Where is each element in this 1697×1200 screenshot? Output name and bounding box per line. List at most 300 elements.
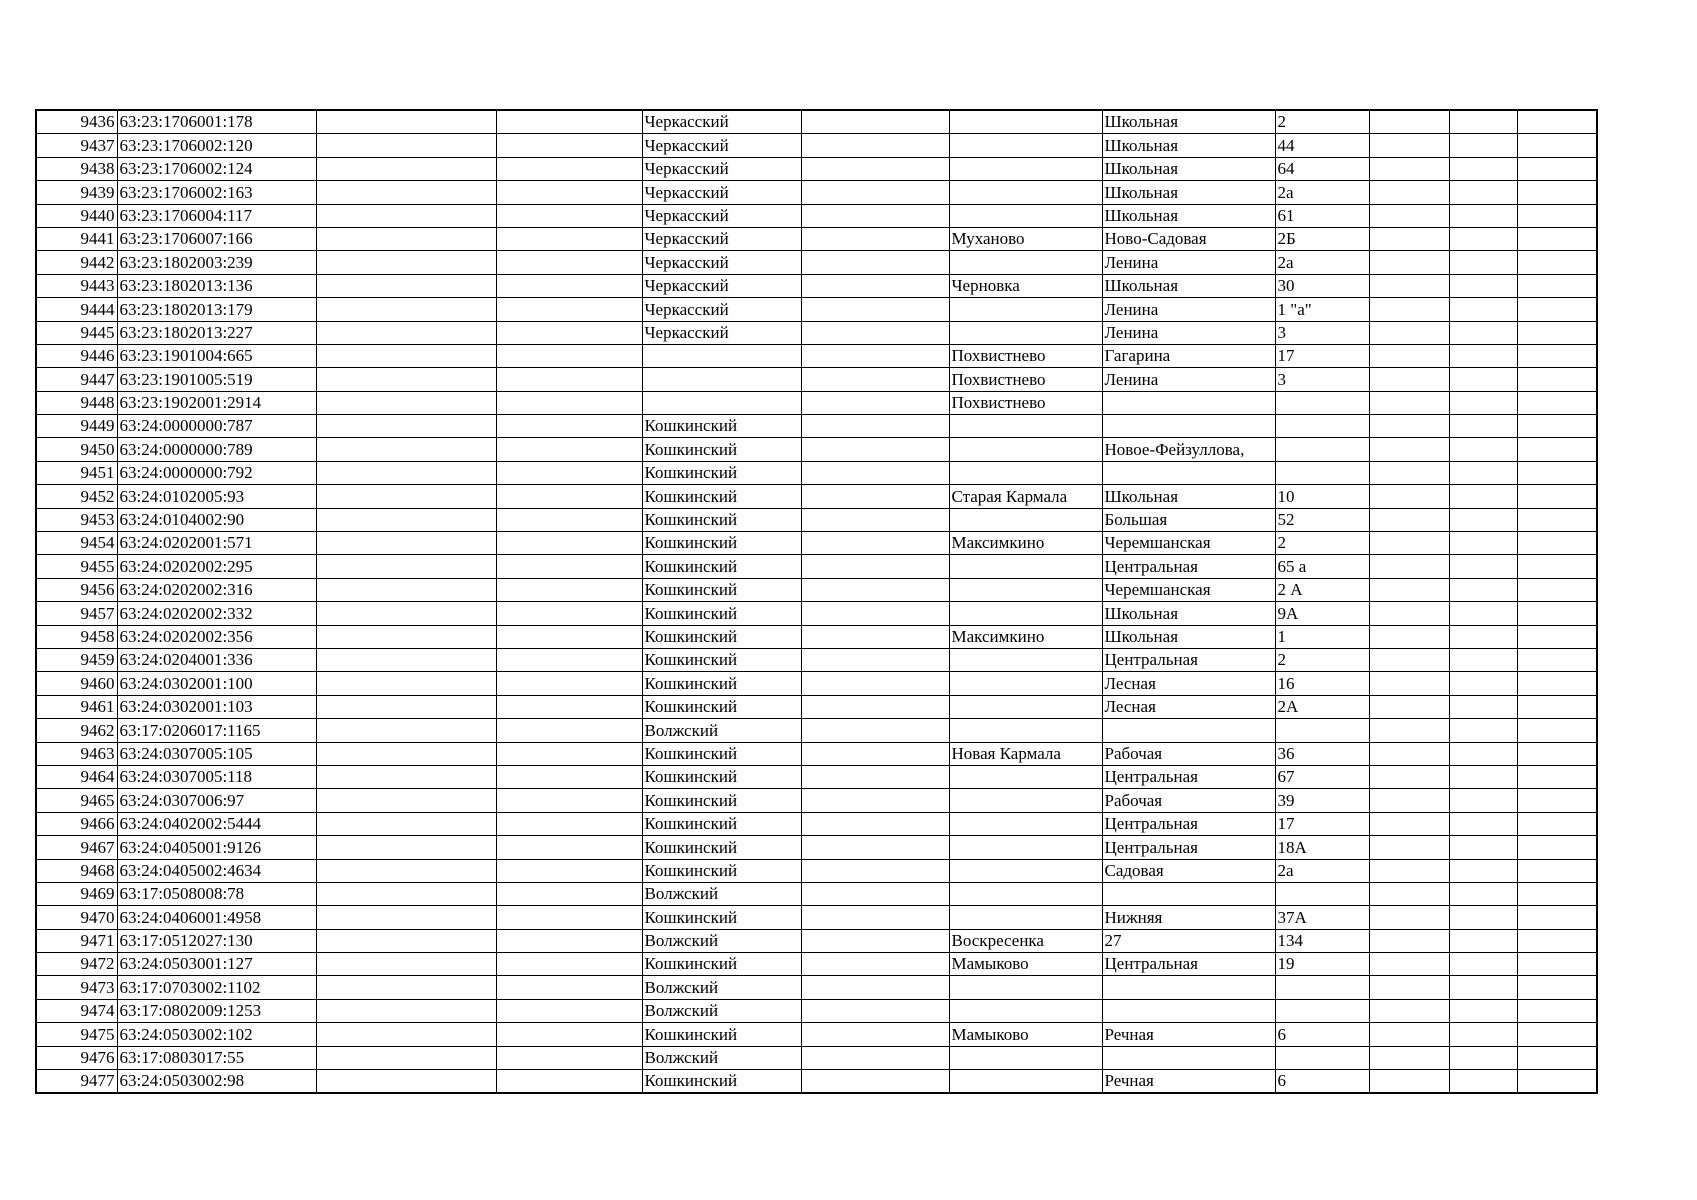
district-cell: Черкасский [642,251,801,274]
district-cell: Волжский [642,976,801,999]
blank-cell [801,251,949,274]
cadastral-number-cell: 63:24:0202001:571 [117,532,316,555]
row-number-cell: 9449 [36,415,117,438]
locality-cell [949,812,1102,835]
table-row [36,812,1597,835]
locality-cell [949,181,1102,204]
cadastral-number-cell: 63:24:0202002:295 [117,555,316,578]
street-cell: Лесная [1102,695,1275,718]
street-cell [1102,1046,1275,1069]
locality-cell [949,648,1102,671]
blank-cell [1517,157,1597,180]
row-number-cell: 9457 [36,602,117,625]
street-cell: 27 [1102,929,1275,952]
blank-cell [496,695,642,718]
blank-cell [1369,953,1449,976]
cadastral-number-cell: 63:23:1706002:163 [117,181,316,204]
district-cell: Черкасский [642,157,801,180]
blank-cell [801,976,949,999]
row-number-cell: 9465 [36,789,117,812]
cadastral-number-cell: 63:17:0803017:55 [117,1046,316,1069]
blank-cell [1517,999,1597,1022]
locality-cell [949,555,1102,578]
house-number-cell: 2 [1275,110,1369,134]
cadastral-number-cell: 63:24:0000000:789 [117,438,316,461]
house-number-cell: 18А [1275,836,1369,859]
table-row [36,882,1597,905]
blank-cell [1369,602,1449,625]
house-number-cell: 2 [1275,532,1369,555]
locality-cell: Мамыково [949,1023,1102,1046]
blank-cell [496,204,642,227]
row-number-cell: 9450 [36,438,117,461]
blank-cell [316,181,496,204]
blank-cell [316,321,496,344]
street-cell: Центральная [1102,812,1275,835]
blank-cell [1517,906,1597,929]
blank-cell [1369,251,1449,274]
blank-cell [1517,953,1597,976]
street-cell: Школьная [1102,181,1275,204]
blank-cell [1449,836,1517,859]
street-cell: Садовая [1102,859,1275,882]
blank-cell [316,368,496,391]
house-number-cell: 61 [1275,204,1369,227]
blank-cell [1449,461,1517,484]
blank-cell [1369,344,1449,367]
row-number-cell: 9476 [36,1046,117,1069]
table-row [36,344,1597,367]
district-cell: Черкасский [642,110,801,134]
blank-cell [1369,1023,1449,1046]
cadastral-number-cell: 63:24:0402002:5444 [117,812,316,835]
street-cell: Рабочая [1102,789,1275,812]
district-cell: Кошкинский [642,508,801,531]
street-cell: Ленина [1102,368,1275,391]
street-cell [1102,461,1275,484]
cadastral-number-cell: 63:17:0802009:1253 [117,999,316,1022]
row-number-cell: 9456 [36,578,117,601]
street-cell: Школьная [1102,602,1275,625]
blank-cell [801,110,949,134]
table-row [36,859,1597,882]
blank-cell [496,321,642,344]
blank-cell [1517,532,1597,555]
table-row [36,976,1597,999]
blank-cell [801,274,949,297]
street-cell: Большая [1102,508,1275,531]
row-number-cell: 9464 [36,765,117,788]
cadastral-number-cell: 63:24:0202002:356 [117,625,316,648]
locality-cell: Максимкино [949,625,1102,648]
blank-cell [316,204,496,227]
blank-cell [801,719,949,742]
house-number-cell: 134 [1275,929,1369,952]
property-register-table [35,109,1598,1094]
blank-cell [316,719,496,742]
locality-cell [949,298,1102,321]
district-cell: Кошкинский [642,625,801,648]
blank-cell [496,438,642,461]
row-number-cell: 9467 [36,836,117,859]
table-row [36,298,1597,321]
blank-cell [1517,695,1597,718]
cadastral-number-cell: 63:23:1706002:124 [117,157,316,180]
house-number-cell: 36 [1275,742,1369,765]
district-cell: Кошкинский [642,648,801,671]
locality-cell: Воскресенка [949,929,1102,952]
cadastral-number-cell: 63:24:0302001:103 [117,695,316,718]
blank-cell [316,859,496,882]
table-row [36,391,1597,414]
house-number-cell [1275,976,1369,999]
blank-cell [801,882,949,905]
blank-cell [316,906,496,929]
district-cell: Кошкинский [642,578,801,601]
blank-cell [316,532,496,555]
row-number-cell: 9453 [36,508,117,531]
blank-cell [316,1070,496,1094]
blank-cell [801,1070,949,1094]
table-row [36,251,1597,274]
house-number-cell: 10 [1275,485,1369,508]
blank-cell [316,742,496,765]
blank-cell [1369,578,1449,601]
district-cell: Кошкинский [642,953,801,976]
blank-cell [1369,461,1449,484]
district-cell: Кошкинский [642,906,801,929]
blank-cell [801,906,949,929]
blank-cell [1517,227,1597,250]
table-row [36,625,1597,648]
blank-cell [1369,1046,1449,1069]
blank-cell [316,578,496,601]
table-row [36,1070,1597,1094]
street-cell: Ленина [1102,251,1275,274]
locality-cell [949,999,1102,1022]
district-cell: Волжский [642,719,801,742]
blank-cell [1369,181,1449,204]
street-cell [1102,415,1275,438]
blank-cell [1517,625,1597,648]
district-cell: Кошкинский [642,438,801,461]
blank-cell [316,648,496,671]
blank-cell [801,625,949,648]
house-number-cell: 65 а [1275,555,1369,578]
blank-cell [496,765,642,788]
district-cell: Кошкинский [642,672,801,695]
blank-cell [801,812,949,835]
blank-cell [496,274,642,297]
district-cell: Кошкинский [642,789,801,812]
table-row [36,555,1597,578]
blank-cell [1517,1023,1597,1046]
street-cell: Центральная [1102,765,1275,788]
blank-cell [496,836,642,859]
blank-cell [316,695,496,718]
blank-cell [1449,391,1517,414]
blank-cell [316,461,496,484]
blank-cell [496,1070,642,1094]
cadastral-number-cell: 63:24:0307005:118 [117,765,316,788]
blank-cell [316,812,496,835]
cadastral-number-cell: 63:23:1802003:239 [117,251,316,274]
table-row [36,157,1597,180]
house-number-cell: 2Б [1275,227,1369,250]
row-number-cell: 9444 [36,298,117,321]
row-number-cell: 9442 [36,251,117,274]
locality-cell [949,438,1102,461]
blank-cell [1449,1070,1517,1094]
cadastral-number-cell: 63:23:1706002:120 [117,134,316,157]
blank-cell [496,882,642,905]
table-row [36,1023,1597,1046]
district-cell: Кошкинский [642,695,801,718]
row-number-cell: 9439 [36,181,117,204]
blank-cell [496,578,642,601]
blank-cell [1517,929,1597,952]
blank-cell [316,298,496,321]
blank-cell [1449,532,1517,555]
blank-cell [316,110,496,134]
blank-cell [1517,438,1597,461]
blank-cell [1517,110,1597,134]
blank-cell [1449,719,1517,742]
district-cell: Кошкинский [642,836,801,859]
blank-cell [1369,298,1449,321]
table-row [36,532,1597,555]
locality-cell [949,859,1102,882]
blank-cell [1517,742,1597,765]
table-row [36,274,1597,297]
street-cell: Черемшанская [1102,532,1275,555]
house-number-cell: 30 [1275,274,1369,297]
cadastral-number-cell: 63:17:0508008:78 [117,882,316,905]
blank-cell [801,695,949,718]
cadastral-number-cell: 63:24:0302001:100 [117,672,316,695]
blank-cell [801,859,949,882]
locality-cell [949,110,1102,134]
row-number-cell: 9460 [36,672,117,695]
street-cell: Ново-Садовая [1102,227,1275,250]
blank-cell [496,906,642,929]
table-row [36,321,1597,344]
district-cell: Кошкинский [642,461,801,484]
street-cell: Речная [1102,1023,1275,1046]
row-number-cell: 9474 [36,999,117,1022]
blank-cell [316,227,496,250]
row-number-cell: 9469 [36,882,117,905]
blank-cell [316,157,496,180]
blank-cell [496,251,642,274]
blank-cell [1517,461,1597,484]
blank-cell [316,836,496,859]
locality-cell [949,765,1102,788]
house-number-cell [1275,461,1369,484]
table-row [36,578,1597,601]
house-number-cell: 37А [1275,906,1369,929]
blank-cell [316,508,496,531]
house-number-cell: 64 [1275,157,1369,180]
blank-cell [1369,508,1449,531]
locality-cell: Новая Кармала [949,742,1102,765]
row-number-cell: 9436 [36,110,117,134]
blank-cell [1369,859,1449,882]
blank-cell [801,836,949,859]
blank-cell [496,344,642,367]
locality-cell [949,695,1102,718]
table-row [36,485,1597,508]
blank-cell [801,227,949,250]
blank-cell [1449,1046,1517,1069]
blank-cell [496,1023,642,1046]
cadastral-number-cell: 63:17:0512027:130 [117,929,316,952]
table-row [36,789,1597,812]
table-row [36,999,1597,1022]
locality-cell [949,1070,1102,1094]
cadastral-number-cell: 63:24:0000000:792 [117,461,316,484]
street-cell: Школьная [1102,134,1275,157]
row-number-cell: 9443 [36,274,117,297]
blank-cell [801,953,949,976]
blank-cell [801,298,949,321]
blank-cell [1517,648,1597,671]
blank-cell [1449,999,1517,1022]
blank-cell [1449,368,1517,391]
row-number-cell: 9455 [36,555,117,578]
locality-cell [949,719,1102,742]
blank-cell [801,438,949,461]
locality-cell [949,204,1102,227]
table-row [36,602,1597,625]
district-cell: Кошкинский [642,1070,801,1094]
blank-cell [496,508,642,531]
blank-cell [1449,859,1517,882]
blank-cell [1369,485,1449,508]
blank-cell [496,953,642,976]
blank-cell [1449,953,1517,976]
blank-cell [1369,765,1449,788]
table-row [36,836,1597,859]
table-row [36,906,1597,929]
table-row [36,368,1597,391]
table-row [36,227,1597,250]
table-row [36,695,1597,718]
blank-cell [1449,298,1517,321]
blank-cell [316,344,496,367]
blank-cell [316,415,496,438]
blank-cell [1449,274,1517,297]
blank-cell [1449,321,1517,344]
street-cell: Центральная [1102,648,1275,671]
blank-cell [1517,251,1597,274]
locality-cell [949,321,1102,344]
district-cell: Кошкинский [642,1023,801,1046]
district-cell: Кошкинский [642,415,801,438]
street-cell: Ленина [1102,321,1275,344]
row-number-cell: 9468 [36,859,117,882]
blank-cell [1517,859,1597,882]
house-number-cell: 6 [1275,1070,1369,1094]
district-cell: Кошкинский [642,742,801,765]
blank-cell [1449,648,1517,671]
district-cell: Черкасский [642,321,801,344]
table-row [36,719,1597,742]
locality-cell: Похвистнево [949,391,1102,414]
blank-cell [1517,578,1597,601]
district-cell: Черкасский [642,181,801,204]
cadastral-number-cell: 63:24:0102005:93 [117,485,316,508]
blank-cell [1449,625,1517,648]
blank-cell [1369,882,1449,905]
table-row [36,438,1597,461]
blank-cell [1369,789,1449,812]
street-cell [1102,719,1275,742]
blank-cell [1449,602,1517,625]
street-cell: Центральная [1102,836,1275,859]
blank-cell [1369,532,1449,555]
cadastral-number-cell: 63:23:1901005:519 [117,368,316,391]
blank-cell [1369,274,1449,297]
cadastral-number-cell: 63:23:1902001:2914 [117,391,316,414]
district-cell: Кошкинский [642,602,801,625]
blank-cell [316,765,496,788]
house-number-cell: 9А [1275,602,1369,625]
blank-cell [1449,344,1517,367]
house-number-cell: 2а [1275,251,1369,274]
blank-cell [496,976,642,999]
blank-cell [1369,157,1449,180]
cadastral-number-cell: 63:24:0104002:90 [117,508,316,531]
blank-cell [1517,298,1597,321]
blank-cell [1449,227,1517,250]
table-row [36,953,1597,976]
row-number-cell: 9445 [36,321,117,344]
blank-cell [1449,415,1517,438]
blank-cell [496,227,642,250]
table-row [36,461,1597,484]
blank-cell [801,157,949,180]
locality-cell [949,976,1102,999]
locality-cell: Похвистнево [949,368,1102,391]
house-number-cell: 3 [1275,368,1369,391]
blank-cell [316,929,496,952]
street-cell: Ленина [1102,298,1275,321]
row-number-cell: 9471 [36,929,117,952]
blank-cell [801,485,949,508]
street-cell: Школьная [1102,204,1275,227]
blank-cell [801,555,949,578]
district-cell [642,368,801,391]
locality-cell [949,461,1102,484]
locality-cell [949,251,1102,274]
locality-cell [949,672,1102,695]
blank-cell [1449,695,1517,718]
row-number-cell: 9451 [36,461,117,484]
street-cell: Центральная [1102,953,1275,976]
blank-cell [1517,672,1597,695]
blank-cell [1449,882,1517,905]
blank-cell [1517,812,1597,835]
blank-cell [801,672,949,695]
district-cell: Волжский [642,882,801,905]
blank-cell [1517,181,1597,204]
blank-cell [1369,695,1449,718]
blank-cell [1449,789,1517,812]
house-number-cell [1275,438,1369,461]
house-number-cell: 1 [1275,625,1369,648]
cadastral-number-cell: 63:24:0405002:4634 [117,859,316,882]
